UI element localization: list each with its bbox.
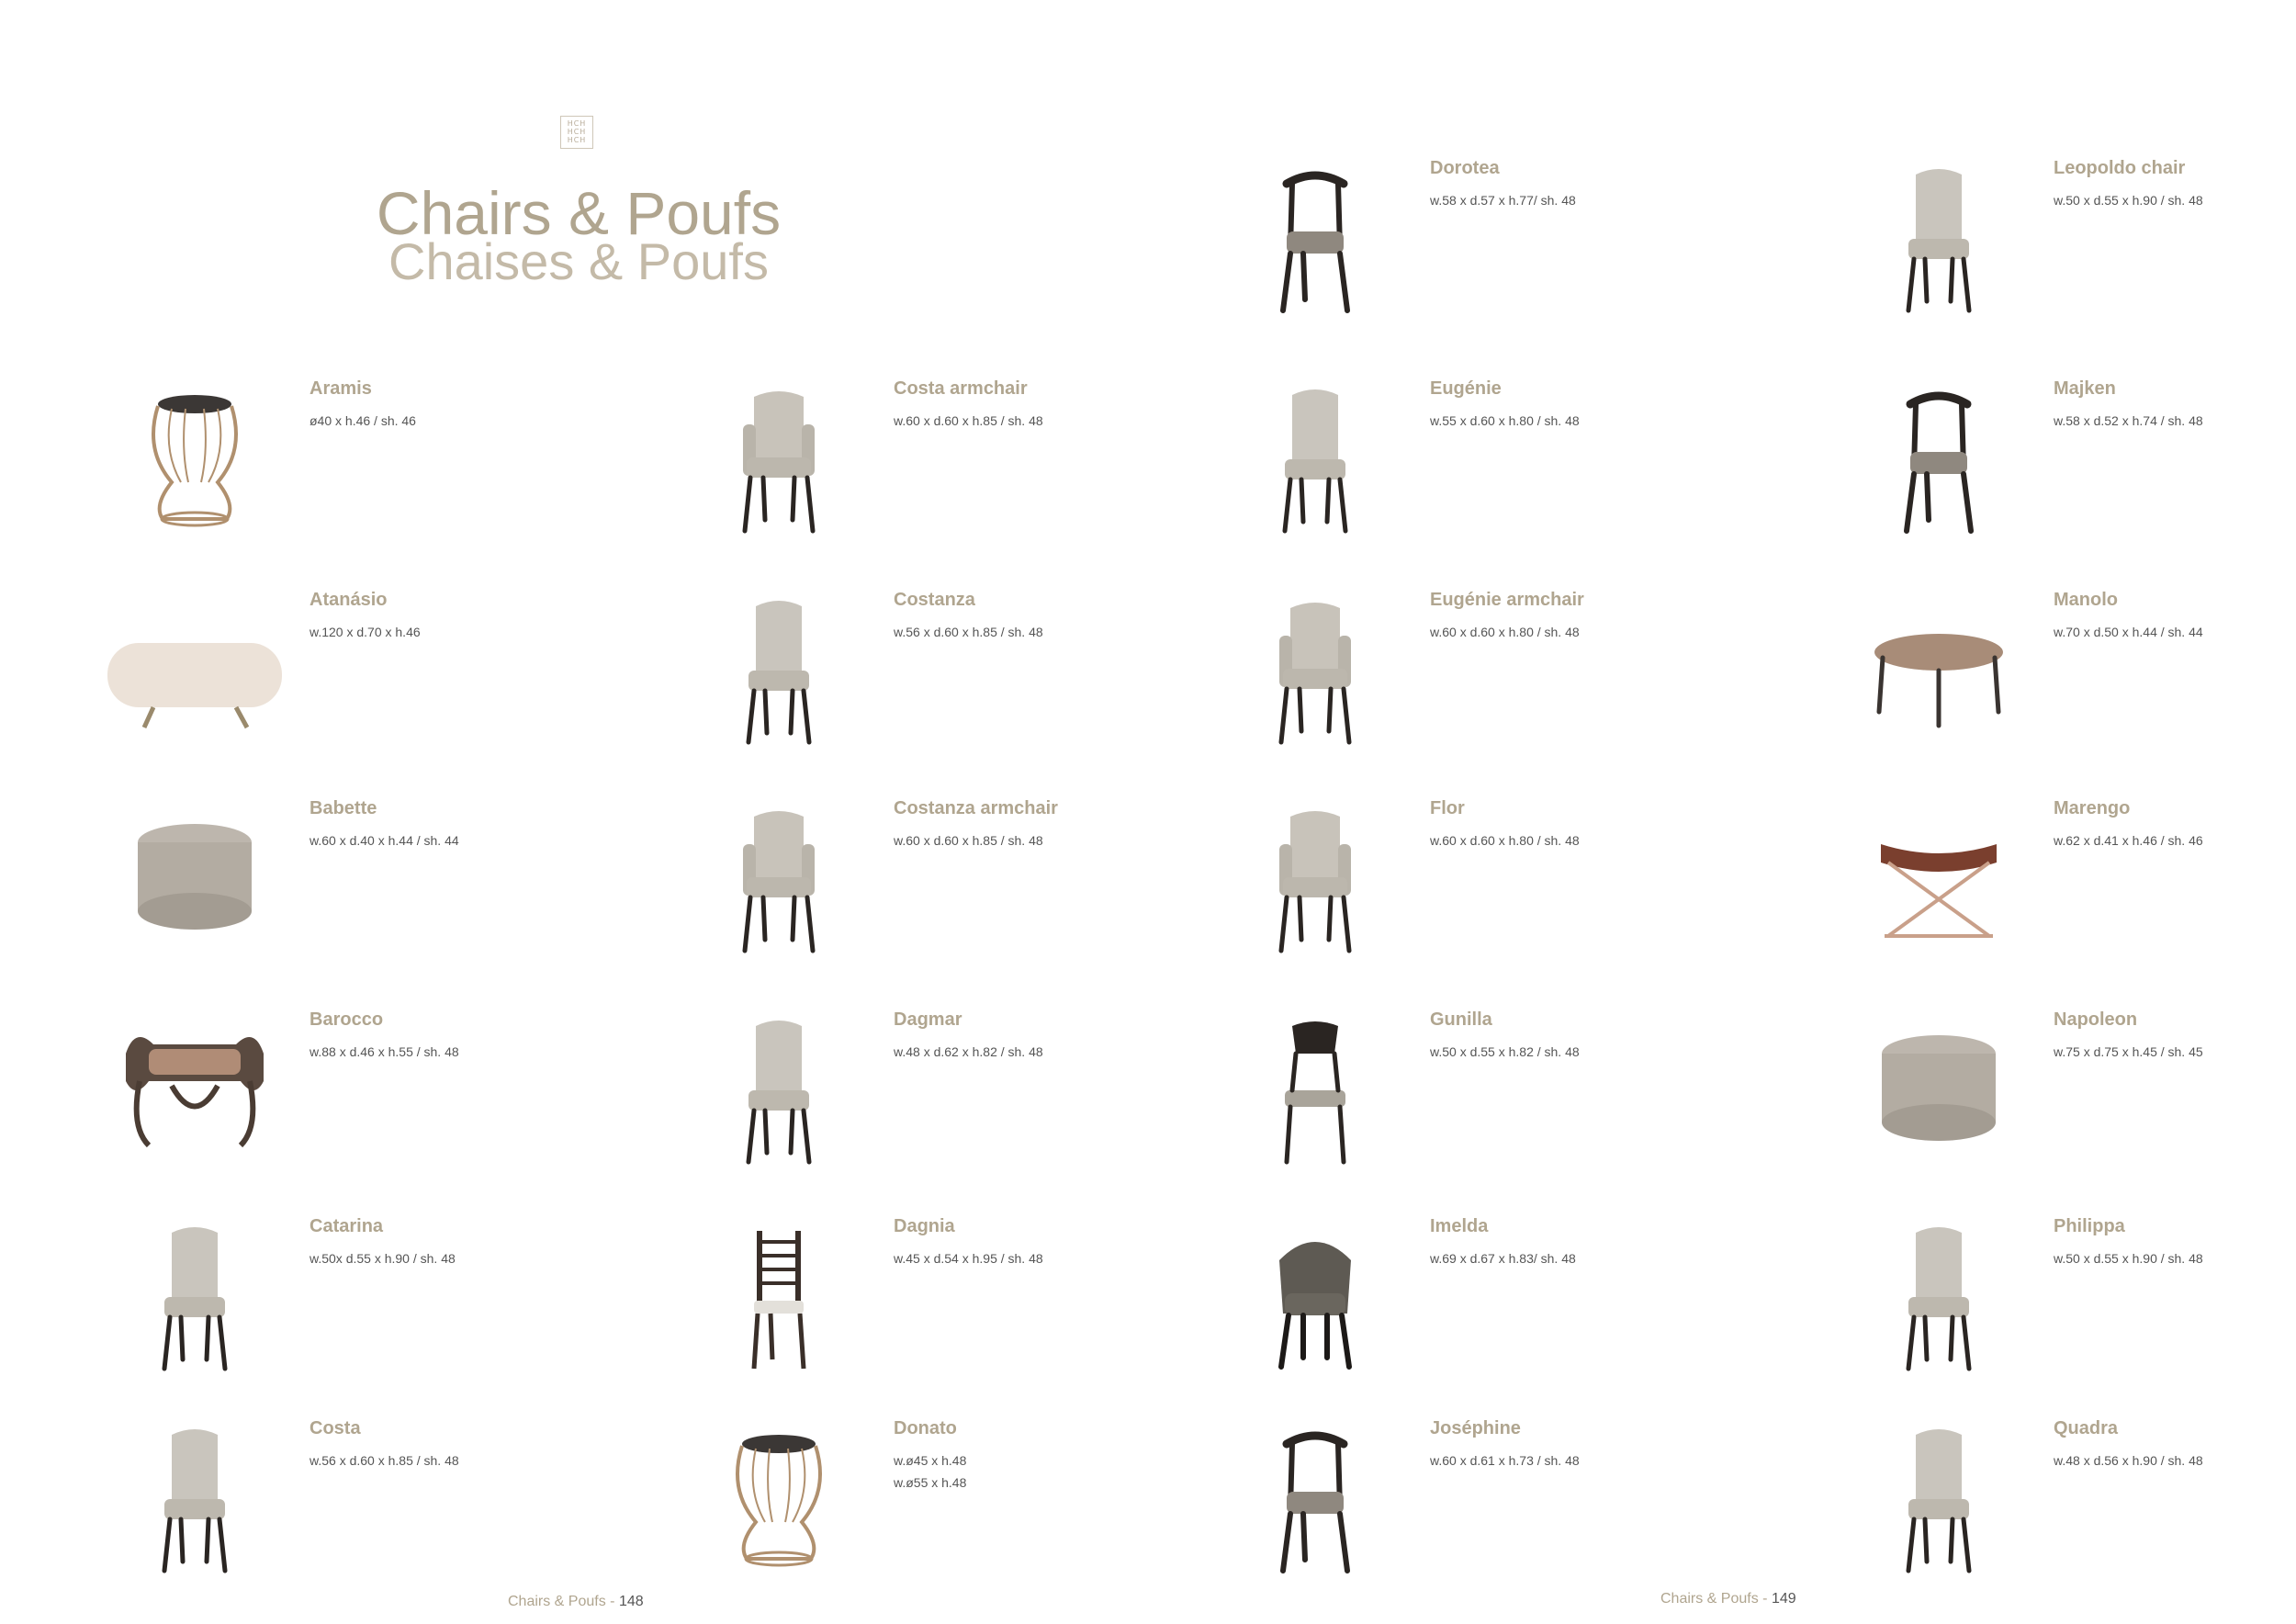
- product-dimensions: [894, 410, 1043, 432]
- product-dimensions: [310, 829, 459, 851]
- product-dimensions: [894, 621, 1043, 643]
- dimension-line: w.120 x d.70 x h.46: [310, 625, 421, 639]
- product-dimensions: [894, 1041, 1043, 1063]
- product-dimensions: [1430, 829, 1580, 851]
- tub-chair-icon: [1219, 1205, 1412, 1380]
- side-chair-icon: [682, 579, 875, 753]
- product-name: Joséphine: [1430, 1418, 1521, 1438]
- footer-right-label: Chairs & Poufs: [1660, 1591, 1759, 1607]
- footer-right: [1660, 1591, 1796, 1607]
- product-name: Eugénie armchair: [1430, 590, 1584, 610]
- product-dimensions: [2054, 829, 2203, 851]
- product-manolo: [1842, 579, 2296, 762]
- product-babette: [98, 787, 649, 971]
- side-chair-icon: [1842, 1205, 2035, 1380]
- side-chair-icon: [98, 1407, 291, 1582]
- dimension-line: w.60 x d.40 x h.44 / sh. 44: [310, 833, 459, 848]
- dimension-line: ø40 x h.46 / sh. 46: [310, 413, 416, 428]
- dimension-line: w.48 x d.56 x h.90 / sh. 48: [2054, 1453, 2203, 1468]
- product-leopoldo-chair: [1842, 147, 2296, 331]
- product-name: Gunilla: [1430, 1009, 1492, 1030]
- wire-stool-icon: [98, 367, 291, 542]
- footer-left-label: Chairs & Poufs: [508, 1594, 606, 1609]
- product-dimensions: [1430, 1041, 1580, 1063]
- product-name: Eugénie: [1430, 378, 1502, 399]
- dimension-line: w.56 x d.60 x h.85 / sh. 48: [310, 1453, 459, 1468]
- footer-left-page-number: 148: [618, 1594, 644, 1609]
- product-dimensions: [2054, 1247, 2203, 1269]
- page-title: Chairs & Poufs: [376, 179, 782, 247]
- product-dimensions: [310, 1247, 456, 1269]
- dimension-line: w.ø45 x h.48: [894, 1453, 967, 1468]
- stool-icon: [1842, 579, 2035, 753]
- product-name: Imelda: [1430, 1216, 1489, 1236]
- dimension-line: w.ø55 x h.48: [894, 1475, 967, 1490]
- bench-icon: [98, 998, 291, 1173]
- footer-right-page-number: 149: [1771, 1591, 1796, 1607]
- dimension-line: w.62 x d.41 x h.46 / sh. 46: [2054, 833, 2203, 848]
- product-name: Babette: [310, 798, 377, 818]
- armchair-icon: [682, 787, 875, 962]
- armchair-icon: [1219, 787, 1412, 962]
- product-name: Marengo: [2054, 798, 2131, 818]
- product-costa-armchair: [682, 367, 1233, 551]
- dimension-line: w.88 x d.46 x h.55 / sh. 48: [310, 1044, 459, 1059]
- dimension-line: w.55 x d.60 x h.80 / sh. 48: [1430, 413, 1580, 428]
- product-name: Costa: [310, 1418, 361, 1438]
- product-dimensions: [2054, 189, 2203, 211]
- armchair-dark-icon: [1219, 147, 1412, 321]
- product-name: Atanásio: [310, 590, 388, 610]
- product-name: Flor: [1430, 798, 1465, 818]
- product-dorotea: [1219, 147, 1770, 331]
- armchair-icon: [682, 367, 875, 542]
- product-josephine: [1219, 1407, 1770, 1591]
- product-dimensions: [894, 1247, 1043, 1269]
- product-name: Catarina: [310, 1216, 384, 1236]
- product-name: Manolo: [2054, 590, 2118, 610]
- dimension-line: w.50 x d.55 x h.90 / sh. 48: [2054, 1251, 2203, 1266]
- product-marengo: [1842, 787, 2296, 971]
- dimension-line: w.60 x d.61 x h.73 / sh. 48: [1430, 1453, 1580, 1468]
- side-chair-icon: [1842, 147, 2035, 321]
- product-name: Costa armchair: [894, 378, 1028, 399]
- product-dagmar: [682, 998, 1233, 1182]
- dimension-line: w.70 x d.50 x h.44 / sh. 44: [2054, 625, 2203, 639]
- product-costanza-armchair: [682, 787, 1233, 971]
- dimension-line: w.50 x d.55 x h.82 / sh. 48: [1430, 1044, 1580, 1059]
- side-chair-icon: [682, 998, 875, 1173]
- side-chair-icon: [1842, 1407, 2035, 1582]
- product-dimensions: [2054, 1449, 2203, 1472]
- product-dimensions: [2054, 1041, 2203, 1063]
- product-dimensions: [1430, 1247, 1576, 1269]
- product-name: Majken: [2054, 378, 2116, 399]
- dimension-line: w.50 x d.55 x h.90 / sh. 48: [2054, 193, 2203, 208]
- product-gunilla: [1219, 998, 1770, 1182]
- dimension-line: w.45 x d.54 x h.95 / sh. 48: [894, 1251, 1043, 1266]
- side-chair-icon: [98, 1205, 291, 1380]
- product-napoleon: [1842, 998, 2296, 1182]
- dimension-line: w.60 x d.60 x h.80 / sh. 48: [1430, 833, 1580, 848]
- product-dimensions: [1430, 410, 1580, 432]
- dimension-line: w.48 x d.62 x h.82 / sh. 48: [894, 1044, 1043, 1059]
- dimension-line: w.58 x d.52 x h.74 / sh. 48: [2054, 413, 2203, 428]
- product-name: Barocco: [310, 1009, 384, 1030]
- brand-logo: HCH HCH HCH: [560, 116, 593, 149]
- product-dimensions: [310, 1041, 459, 1063]
- product-name: Costanza armchair: [894, 798, 1058, 818]
- dimension-line: w.50x d.55 x h.90 / sh. 48: [310, 1251, 456, 1266]
- product-aramis: [98, 367, 649, 551]
- folding-stool-icon: [1842, 787, 2035, 962]
- product-costa: [98, 1407, 649, 1591]
- product-quadra: [1842, 1407, 2296, 1591]
- pouf-icon: [98, 787, 291, 962]
- product-name: Philippa: [2054, 1216, 2125, 1236]
- product-name: Costanza: [894, 590, 975, 610]
- product-donato: [682, 1407, 1233, 1591]
- footer-left-separator: -: [605, 1594, 619, 1609]
- dimension-line: w.75 x d.75 x h.45 / sh. 45: [2054, 1044, 2203, 1059]
- product-dimensions: [310, 410, 416, 432]
- product-name: Dagmar: [894, 1009, 962, 1030]
- pouf-icon: [1842, 998, 2035, 1173]
- dimension-line: w.60 x d.60 x h.85 / sh. 48: [894, 833, 1043, 848]
- product-name: Napoleon: [2054, 1009, 2138, 1030]
- product-name: Leopoldo chair: [2054, 158, 2186, 178]
- ottoman-icon: [98, 579, 291, 753]
- product-philippa: [1842, 1205, 2296, 1389]
- product-dimensions: [310, 621, 421, 643]
- product-dimensions: [1430, 1449, 1580, 1472]
- product-dimensions: [894, 829, 1043, 851]
- footer-left: [508, 1594, 644, 1610]
- product-dimensions: [894, 1449, 966, 1494]
- product-flor: [1219, 787, 1770, 971]
- product-dimensions: [310, 1449, 459, 1472]
- dimension-line: w.56 x d.60 x h.85 / sh. 48: [894, 625, 1043, 639]
- armchair-dark-icon: [1219, 1407, 1412, 1582]
- wire-stool-icon: [682, 1407, 875, 1582]
- product-imelda: [1219, 1205, 1770, 1389]
- product-name: Dagnia: [894, 1216, 955, 1236]
- product-dimensions: [2054, 410, 2203, 432]
- product-barocco: [98, 998, 649, 1182]
- product-catarina: [98, 1205, 649, 1389]
- product-eugenie-armchair: [1219, 579, 1770, 762]
- product-dimensions: [2054, 621, 2203, 643]
- armchair-dark-icon: [1842, 367, 2035, 542]
- product-name: Quadra: [2054, 1418, 2119, 1438]
- product-name: Dorotea: [1430, 158, 1500, 178]
- product-majken: [1842, 367, 2296, 551]
- product-atanasio: [98, 579, 649, 762]
- side-chair-icon: [1219, 367, 1412, 542]
- side-chair-dark-icon: [1219, 998, 1412, 1173]
- footer-right-separator: -: [1758, 1591, 1772, 1607]
- product-name: Donato: [894, 1418, 957, 1438]
- product-dimensions: [1430, 621, 1580, 643]
- dimension-line: w.69 x d.67 x h.83/ sh. 48: [1430, 1251, 1576, 1266]
- dimension-line: w.60 x d.60 x h.85 / sh. 48: [894, 413, 1043, 428]
- product-dimensions: [1430, 189, 1576, 211]
- dimension-line: w.60 x d.60 x h.80 / sh. 48: [1430, 625, 1580, 639]
- dimension-line: w.58 x d.57 x h.77/ sh. 48: [1430, 193, 1576, 208]
- product-name: Aramis: [310, 378, 372, 399]
- product-dagnia: [682, 1205, 1233, 1389]
- product-costanza: [682, 579, 1233, 762]
- armchair-icon: [1219, 579, 1412, 753]
- product-eugenie: [1219, 367, 1770, 551]
- page-subtitle: Chaises & Poufs: [388, 232, 769, 290]
- ladder-chair-icon: [682, 1205, 875, 1380]
